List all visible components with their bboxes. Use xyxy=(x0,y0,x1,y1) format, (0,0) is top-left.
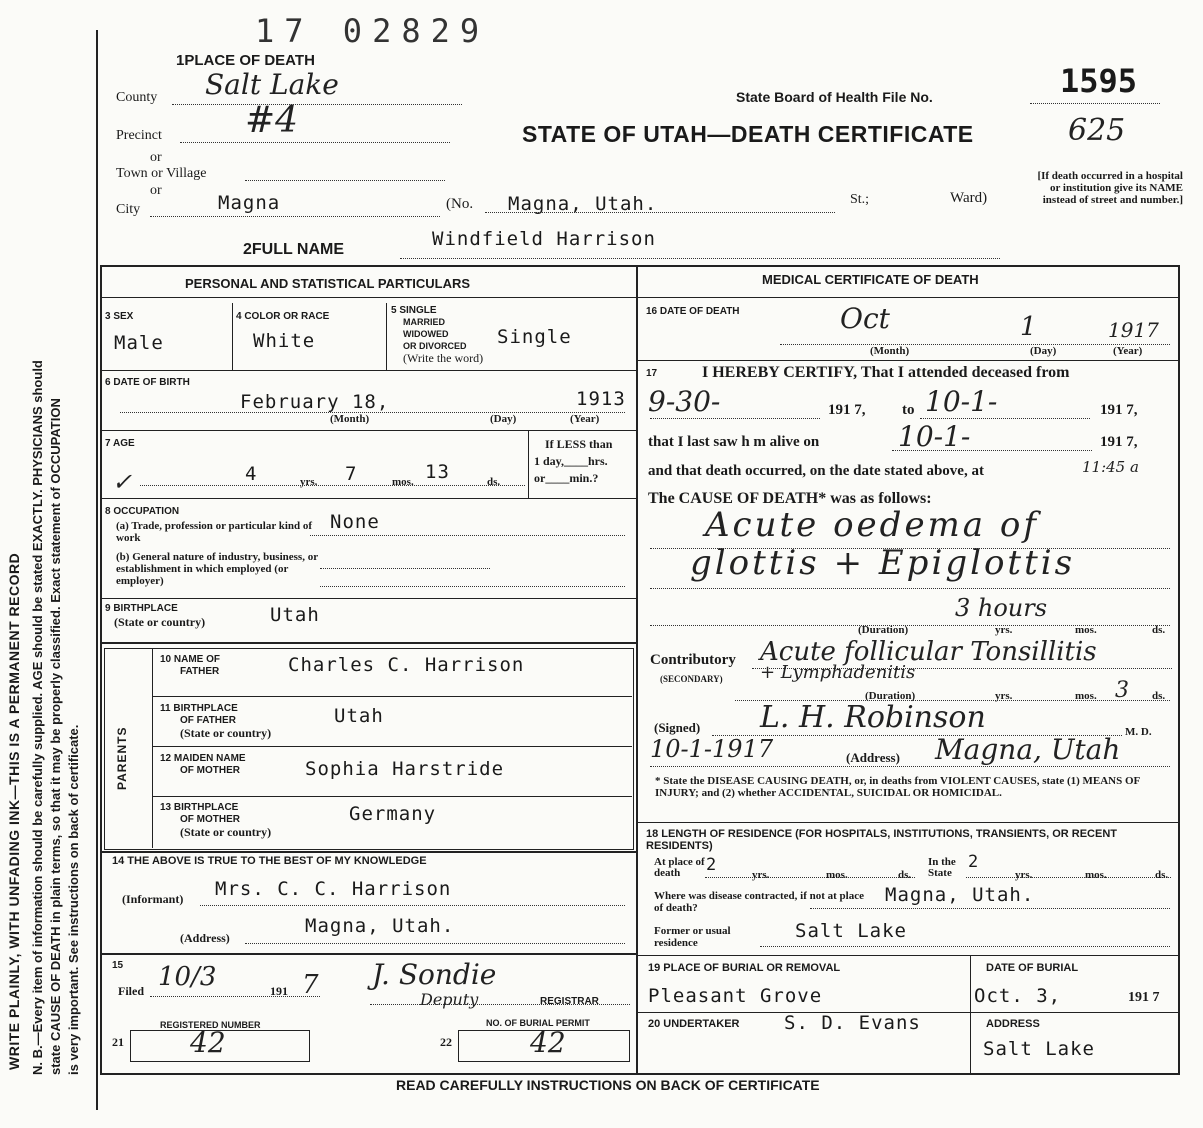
burial-date-value: Oct. 3, xyxy=(974,985,1062,1007)
informant-address-value: Magna, Utah. xyxy=(305,915,455,937)
birth-year-caption: (Year) xyxy=(570,413,600,425)
burial-permit-label: NO. OF BURIAL PERMIT xyxy=(486,1018,590,1028)
age-days-unit: ds. xyxy=(487,476,501,488)
at-place-years-unit: yrs. xyxy=(752,869,770,881)
less-than-label-1: If LESS than xyxy=(545,437,613,451)
certify-number: 17 xyxy=(646,368,658,379)
occupation-b-label: (b) General nature of industry, business, or establishment in which employed (or employer) xyxy=(116,551,318,587)
contributory-days-unit: ds. xyxy=(1152,690,1166,702)
in-state-years: 2 xyxy=(968,852,980,872)
signed-label: (Signed) xyxy=(654,720,701,735)
county-value: Salt Lake xyxy=(205,68,339,101)
father-birthplace-label-3: (State or country) xyxy=(180,726,272,740)
county-label: County xyxy=(116,90,158,105)
filed-date-value: 10/3 xyxy=(158,962,217,992)
attended-to-label: to xyxy=(902,402,915,418)
age-months-unit: mos. xyxy=(392,476,414,488)
marital-label-5: (Write the word) xyxy=(403,351,484,365)
birth-date-label: 6 DATE OF BIRTH xyxy=(105,377,190,388)
cause-duration-label: (Duration) xyxy=(858,624,909,636)
marital-label-3: WIDOWED xyxy=(403,329,449,339)
birthplace-value: Utah xyxy=(270,604,320,626)
mother-name-label-2: OF MOTHER xyxy=(180,765,240,776)
md-label: M. D. xyxy=(1125,726,1152,738)
attended-from-value: 9-30- xyxy=(648,385,721,418)
certificate-title: STATE OF UTAH—DEATH CERTIFICATE xyxy=(522,121,974,147)
in-state-days-unit: ds. xyxy=(1155,869,1169,881)
registrar-label: REGISTRAR xyxy=(540,996,599,1007)
at-place-years: 2 xyxy=(706,855,718,875)
precinct-label: Precinct xyxy=(116,128,162,143)
death-year-caption: (Year) xyxy=(1113,345,1143,357)
age-years-value: 4 xyxy=(245,463,258,485)
marital-label-4: OR DIVORCED xyxy=(403,341,467,351)
father-name-label-1: 10 NAME OF xyxy=(160,654,221,665)
marital-value: Single xyxy=(497,326,572,348)
physician-address-label: (Address) xyxy=(846,750,900,765)
personal-section-title: PERSONAL AND STATISTICAL PARTICULARS xyxy=(185,276,471,291)
death-occurred-text: and that death occurred, on the date stated above, at xyxy=(648,463,984,479)
mother-birthplace-label-2: OF MOTHER xyxy=(180,814,240,825)
informant-label: (Informant) xyxy=(122,892,184,906)
age-label: 7 AGE xyxy=(105,438,135,449)
stamp-number: 17 02829 xyxy=(255,12,490,50)
burial-place-value: Pleasant Grove xyxy=(648,985,823,1007)
city-value: Magna xyxy=(218,192,281,214)
birth-date-value: February 18, xyxy=(240,391,390,413)
mother-name-label-1: 12 MAIDEN NAME xyxy=(160,753,246,764)
cause-months-unit: mos. xyxy=(1075,624,1097,636)
at-place-label: At place of death xyxy=(654,856,705,879)
full-name-label: 2FULL NAME xyxy=(243,241,345,258)
death-day-value: 1 xyxy=(1020,312,1037,342)
attended-to-year: 191 7, xyxy=(1100,402,1138,418)
birthplace-label: 9 BIRTHPLACE xyxy=(105,603,178,614)
or-label-1: or xyxy=(150,150,162,165)
race-value: White xyxy=(253,330,316,352)
street-no-value: Magna, Utah. xyxy=(508,193,658,215)
mother-name-value: Sophia Harstride xyxy=(305,758,505,780)
burial-permit-prefix: 22 xyxy=(440,1035,452,1049)
hospital-note: [If death occurred in a hospital or institution give its NAME instead of street and number.] xyxy=(1037,170,1183,206)
cause-line-1: Acute oedema of xyxy=(705,505,1039,545)
mother-birthplace-label-1: 13 BIRTHPLACE xyxy=(160,802,239,813)
file-number-handwritten: 625 xyxy=(1068,113,1126,148)
certify-text: I HEREBY CERTIFY, That I attended deceased from xyxy=(702,364,1070,381)
former-residence-label: Former or usual residence xyxy=(654,925,731,949)
contributory-duration-value: 3 xyxy=(1115,678,1129,703)
death-date-label: 16 DATE OF DEATH xyxy=(646,306,740,317)
left-margin-rule xyxy=(96,30,98,1110)
last-saw-text: that I last saw h m alive on xyxy=(648,434,820,450)
cause-footnote: * State the DISEASE CAUSING DEATH, or, in deaths from VIOLENT CAUSES, state (1) MEANS OF INJURY; and (2) whether ACCIDENTAL, SUICIDAL OR HOMICIDAL. xyxy=(655,775,1140,799)
attended-to-value: 10-1- xyxy=(925,385,998,418)
registered-number-prefix: 21 xyxy=(112,1035,124,1049)
age-years-unit: yrs. xyxy=(300,476,318,488)
contributory-months-unit: mos. xyxy=(1075,690,1097,702)
burial-date-year: 191 7 xyxy=(1128,990,1160,1005)
city-label: City xyxy=(116,202,141,217)
age-tick-mark: ✓ xyxy=(112,468,133,496)
marital-label-2: MARRIED xyxy=(403,317,445,327)
father-name-value: Charles C. Harrison xyxy=(288,654,525,676)
birth-year-value: 1913 xyxy=(576,388,626,410)
town-label: Town or Village xyxy=(116,166,207,181)
secondary-label: (SECONDARY) xyxy=(660,674,723,684)
race-label: 4 COLOR OR RACE xyxy=(236,311,330,322)
sex-value: Male xyxy=(114,332,164,354)
file-number-value: 1595 xyxy=(1060,62,1138,100)
at-place-months-unit: mos. xyxy=(826,869,848,881)
birth-day-caption: (Day) xyxy=(490,413,517,425)
birth-month-caption: (Month) xyxy=(330,413,370,425)
contracted-value: Magna, Utah. xyxy=(885,884,1035,906)
filed-number: 15 xyxy=(112,960,124,971)
occupation-label: 8 OCCUPATION xyxy=(105,506,180,517)
footer-instructions: READ CAREFULLY INSTRUCTIONS ON BACK OF CERTIFICATE xyxy=(396,1077,820,1093)
mother-birthplace-label-3: (State or country) xyxy=(180,825,272,839)
father-name-label-2: FATHER xyxy=(180,666,220,677)
attended-from-year: 191 7, xyxy=(828,402,866,418)
file-number-label: State Board of Health File No. xyxy=(736,89,933,105)
less-than-label-3: or____min.? xyxy=(534,471,599,485)
death-day-caption: (Day) xyxy=(1030,345,1057,357)
signed-date-value: 10-1-1917 xyxy=(650,735,774,763)
less-than-label-2: 1 day,____hrs. xyxy=(534,454,608,468)
cause-duration: 3 hours xyxy=(955,594,1048,622)
filed-label: Filed xyxy=(118,984,144,998)
death-time-value: 11:45 a xyxy=(1082,458,1139,476)
place-of-death-label: 1PLACE OF DEATH xyxy=(176,52,315,69)
undertaker-value: S. D. Evans xyxy=(784,1012,921,1034)
residence-label: 18 LENGTH OF RESIDENCE (FOR HOSPITALS, INSTITUTIONS, TRANSIENTS, OR RECENT RESIDENTS) xyxy=(646,828,1117,852)
physician-signature: L. H. Robinson xyxy=(760,700,986,735)
contracted-label: Where was disease contracted, if not at place of death? xyxy=(654,890,864,914)
filed-year-value: 7 xyxy=(302,970,319,1000)
burial-date-label: DATE OF BURIAL xyxy=(986,962,1079,974)
father-birthplace-label-2: OF FATHER xyxy=(180,715,236,726)
death-month-value: Oct xyxy=(840,302,890,335)
physician-address-value: Magna, Utah xyxy=(935,733,1121,766)
age-days-value: 13 xyxy=(425,461,450,483)
occupation-value: None xyxy=(330,511,380,533)
contributory-label: Contributory xyxy=(650,652,736,668)
undertaker-label: 20 UNDERTAKER xyxy=(648,1018,740,1030)
registered-number-label: REGISTERED NUMBER xyxy=(160,1020,261,1030)
cause-line-2: glottis + Epiglottis xyxy=(690,543,1076,583)
precinct-value: #4 xyxy=(245,100,299,141)
sidebar-permanent-record: WRITE PLAINLY, WITH UNFADING INK—THIS IS A PERMANENT RECORD xyxy=(6,552,22,1070)
informant-address-label: (Address) xyxy=(180,931,230,945)
in-state-label: In the State xyxy=(928,856,956,879)
former-residence-value: Salt Lake xyxy=(795,920,907,942)
contributory-line-1: Acute follicular Tonsillitis xyxy=(760,637,1097,667)
full-name-value: Windfield Harrison xyxy=(432,228,656,250)
death-year-value: 1917 xyxy=(1108,318,1159,342)
informant-value: Mrs. C. C. Harrison xyxy=(215,878,452,900)
contributory-duration-label: (Duration) xyxy=(865,690,916,702)
occupation-a-label: (a) Trade, profession or particular kind of work xyxy=(116,520,313,544)
sidebar-instructions-2: state CAUSE OF DEATH in plain terms, so that it may be properly classified. Exact statement of OCCUPATION xyxy=(48,398,63,1075)
father-birthplace-label-1: 11 BIRTHPLACE xyxy=(160,703,238,714)
deputy-signature: Deputy xyxy=(420,990,479,1009)
contributory-line-2: + Lymphadenitis xyxy=(760,662,916,683)
or-label-2: or xyxy=(150,183,162,198)
medical-section-title: MEDICAL CERTIFICATE OF DEATH xyxy=(762,272,979,287)
age-months-value: 7 xyxy=(345,463,358,485)
father-birthplace-value: Utah xyxy=(334,705,384,727)
sidebar-instructions-3: is very important. See instructions on back of certificate. xyxy=(66,724,81,1075)
in-state-years-unit: yrs. xyxy=(1015,869,1033,881)
burial-place-label: 19 PLACE OF BURIAL OR REMOVAL xyxy=(648,962,841,974)
informant-title: 14 THE ABOVE IS TRUE TO THE BEST OF MY KNOWLEDGE xyxy=(112,855,427,867)
in-state-months-unit: mos. xyxy=(1085,869,1107,881)
at-place-days-unit: ds. xyxy=(898,869,912,881)
cause-days-unit: ds. xyxy=(1152,624,1166,636)
parents-label: PARENTS xyxy=(115,726,129,790)
cause-years-unit: yrs. xyxy=(995,624,1013,636)
ward-label: Ward) xyxy=(950,190,988,206)
registrar-signature: J. Sondie xyxy=(372,958,497,991)
cause-title: The CAUSE OF DEATH* was as follows: xyxy=(648,490,932,507)
birthplace-caption: (State or country) xyxy=(114,615,206,629)
sex-label: 3 SEX xyxy=(105,311,134,322)
sidebar-instructions-1: N. B.—Every item of information should be carefully supplied. AGE should be stated EXACTLY. PHYSICIANS should xyxy=(30,360,45,1075)
marital-label-1: 5 SINGLE xyxy=(391,305,437,316)
filed-year-prefix: 191 xyxy=(270,984,288,998)
street-label: St.; xyxy=(850,192,870,207)
undertaker-address-value: Salt Lake xyxy=(983,1038,1095,1060)
mother-birthplace-value: Germany xyxy=(349,803,437,825)
contributory-years-unit: yrs. xyxy=(995,690,1013,702)
death-month-caption: (Month) xyxy=(870,345,910,357)
registered-number-value: 42 xyxy=(190,1026,226,1059)
last-saw-value: 10-1- xyxy=(898,420,971,453)
undertaker-address-label: ADDRESS xyxy=(986,1018,1040,1030)
last-saw-year: 191 7, xyxy=(1100,434,1138,450)
burial-permit-value: 42 xyxy=(530,1026,566,1059)
street-no-label: (No. xyxy=(446,196,474,212)
